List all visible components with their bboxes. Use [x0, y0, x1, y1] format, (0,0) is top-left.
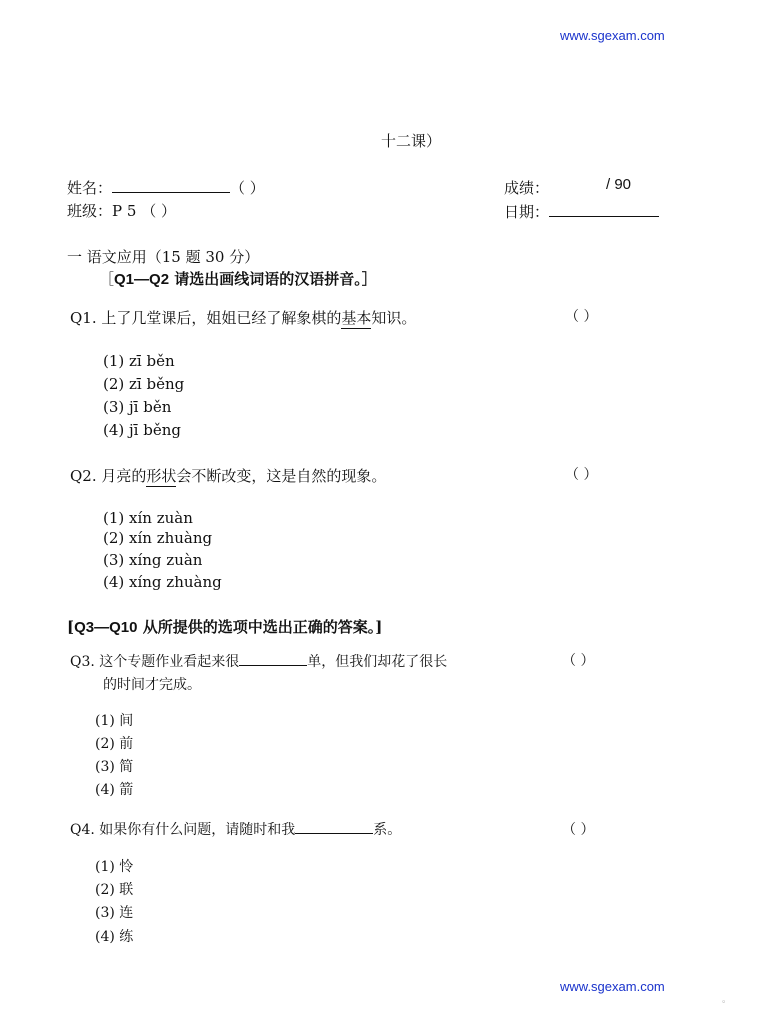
section2-bracket-open: [	[67, 618, 75, 636]
date-row	[504, 201, 659, 222]
section1-instruction	[99, 268, 377, 289]
score-row	[504, 177, 549, 198]
q1-option-1[interactable]: (1) zī běn	[103, 352, 175, 370]
question-3-blank[interactable]	[239, 665, 307, 666]
question-4-answer-box[interactable]: （ ）	[562, 822, 595, 838]
question-1-post: 知识。	[371, 309, 417, 327]
q3-option-3[interactable]: (3) 简	[95, 759, 134, 775]
footer-mark: 。	[722, 995, 732, 1005]
q4-option-3[interactable]: (3) 连	[95, 905, 134, 921]
section1-heading: 一 语文应用（15 题 30 分）	[67, 248, 260, 266]
score-label: 成绩：	[504, 179, 550, 197]
section1-text: 请选出画线词语的汉语拼音。］	[169, 270, 377, 288]
q3-option-4[interactable]: (4) 箭	[95, 782, 134, 798]
question-4-post: 系。	[373, 822, 402, 838]
q1-option-4[interactable]: (4) jī běng	[103, 421, 181, 439]
question-3-post: 单，但我们却花了很长	[307, 654, 448, 670]
question-2-answer-box[interactable]: （ ）	[565, 467, 598, 483]
footer-url[interactable]: www.sgexam.com	[560, 979, 665, 994]
page-title: 十二课）	[381, 132, 442, 150]
question-1-answer-box[interactable]: （ ）	[565, 309, 598, 325]
section2-text: 从所提供的选项中选出正确的答案。]	[137, 618, 383, 636]
date-blank[interactable]	[549, 216, 659, 217]
section1-bracket-open: ［	[99, 270, 115, 288]
question-3	[70, 651, 447, 671]
q1-option-2[interactable]: (2) zī běng	[103, 375, 185, 393]
section2-instruction	[67, 616, 382, 637]
q1-option-3[interactable]: (3) jī běn	[103, 398, 172, 416]
q2-option-3[interactable]: (3) xíng zuàn	[103, 551, 203, 569]
section1-range: Q1—Q2	[114, 271, 170, 288]
header-url[interactable]: www.sgexam.com	[560, 28, 665, 43]
question-3-pre: Q3. 这个专题作业看起来很	[70, 654, 240, 670]
q3-option-1[interactable]: (1) 间	[95, 713, 134, 729]
class-label: 班级：	[67, 202, 113, 220]
q4-option-4[interactable]: (4) 练	[95, 929, 134, 945]
question-2-underlined-word: 形状	[146, 467, 177, 485]
question-2-post: 会不断改变，这是自然的现象。	[176, 467, 387, 485]
question-1	[70, 307, 416, 329]
class-row	[67, 200, 176, 221]
name-blank[interactable]	[112, 192, 230, 193]
q2-option-4[interactable]: (4) xíng zhuàng	[103, 573, 222, 591]
question-2	[70, 465, 386, 487]
date-label: 日期：	[504, 203, 550, 221]
question-4	[70, 819, 401, 839]
section2-range: Q3—Q10	[74, 619, 138, 636]
name-row	[67, 177, 265, 198]
question-3-answer-box[interactable]: （ ）	[562, 653, 595, 669]
question-2-pre: Q2. 月亮的	[70, 467, 147, 485]
class-value: P 5 （ ）	[112, 202, 176, 220]
q4-option-1[interactable]: (1) 怜	[95, 859, 134, 875]
q2-option-2[interactable]: (2) xín zhuàng	[103, 529, 213, 547]
question-4-blank[interactable]	[295, 833, 373, 834]
name-paren: （ ）	[230, 179, 265, 197]
name-label: 姓名：	[67, 179, 113, 197]
question-4-pre: Q4. 如果你有什么问题，请随时和我	[70, 822, 296, 838]
question-3-line2: 的时间才完成。	[103, 677, 201, 693]
question-1-underlined-word: 基本	[341, 309, 372, 327]
q3-option-2[interactable]: (2) 前	[95, 736, 134, 752]
q4-option-2[interactable]: (2) 联	[95, 882, 134, 898]
score-value: / 90	[606, 176, 632, 193]
q2-option-1[interactable]: (1) xín zuàn	[103, 509, 193, 527]
question-1-pre: Q1. 上了几堂课后，姐姐已经了解象棋的	[70, 309, 342, 327]
